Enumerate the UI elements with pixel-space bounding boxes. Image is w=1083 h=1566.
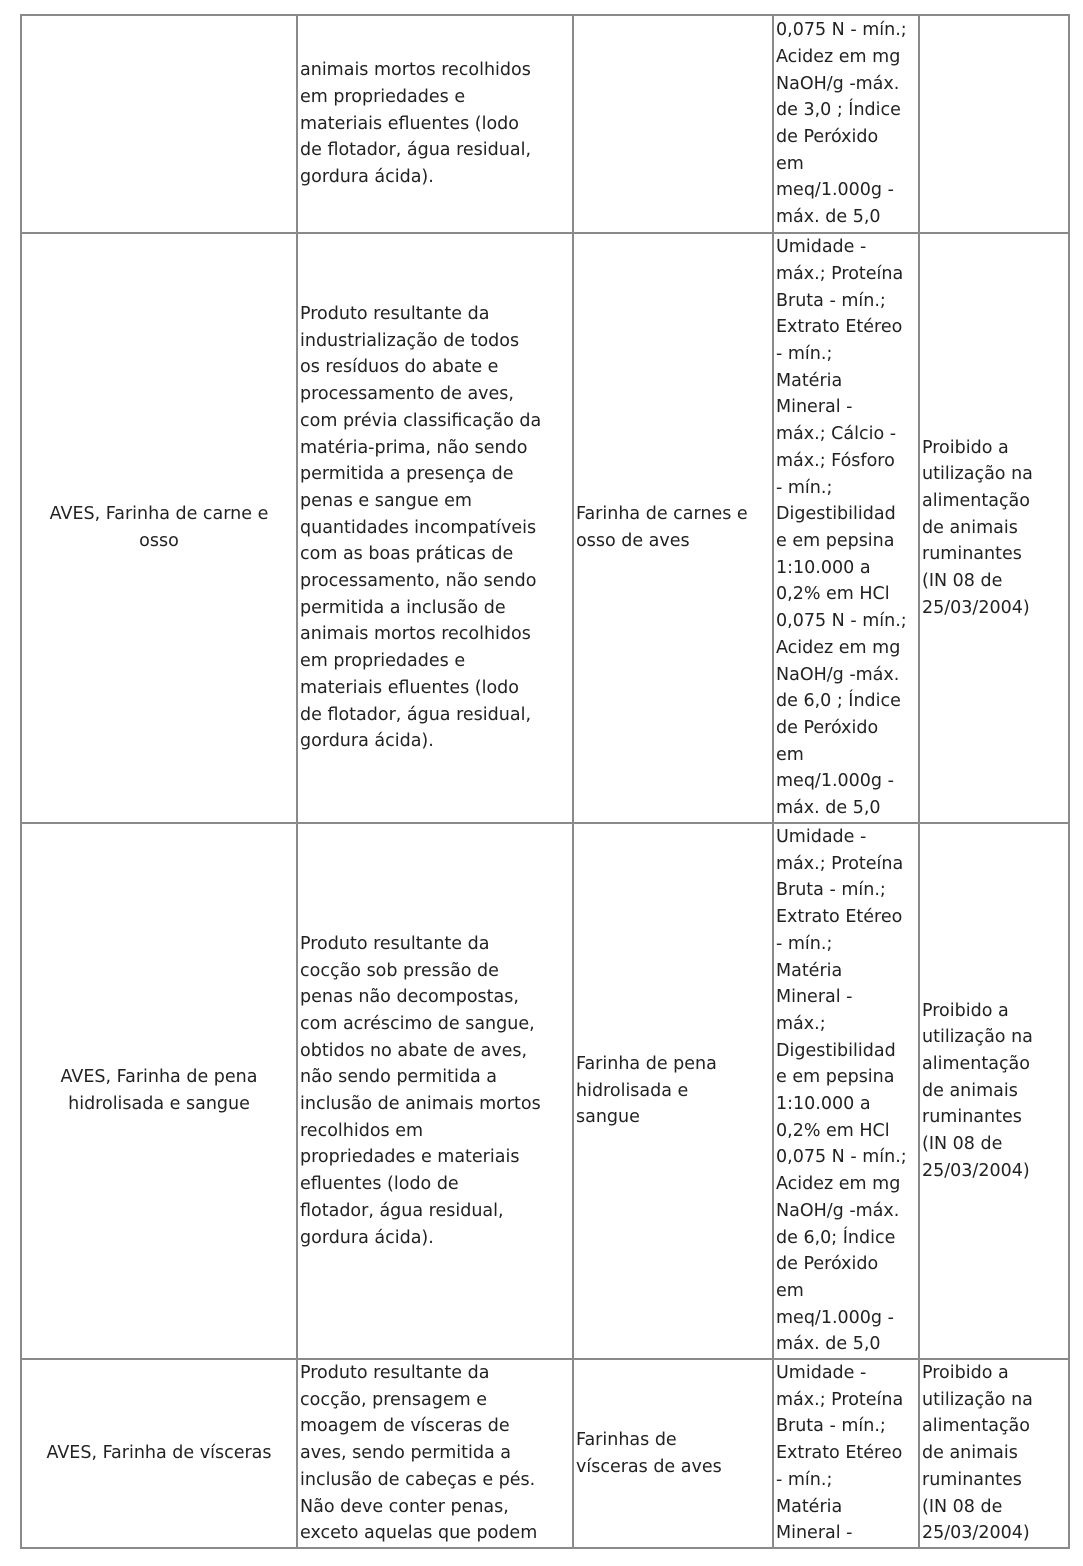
ingredient-cell [21, 233, 297, 823]
text-line: sangue [576, 1107, 640, 1128]
text-line: Bruta - mín.; [776, 1416, 886, 1437]
parameters-cell [773, 823, 919, 1359]
text-line: 25/03/2004) [922, 597, 1030, 618]
restriction-cell [919, 823, 1069, 1359]
text-line: 0,075 N - mín.; [776, 20, 907, 41]
text-line: Bruta - mín.; [776, 290, 886, 311]
text-line: de 3,0 ; Índice [776, 100, 901, 121]
parameters-text [776, 234, 918, 821]
text-line: máx. de 5,0 [776, 207, 881, 228]
text-line: meq/1.000g - [776, 771, 894, 792]
text-line: quantidades incompatíveis [300, 517, 537, 538]
ingredient-name: AVES, Farinha de carne e osso [49, 504, 269, 551]
description-text [300, 57, 572, 191]
table-row [21, 823, 1069, 1359]
description-cell [297, 1359, 573, 1548]
product-name-cell [573, 1359, 773, 1548]
text-line: recolhidos em [300, 1120, 424, 1141]
text-line: Umidade - [776, 237, 867, 258]
text-line: de Peróxido [776, 127, 879, 147]
text-line: Proibido a [922, 437, 1009, 458]
text-line: Mineral - [776, 987, 853, 1008]
text-line: ruminantes [922, 544, 1022, 565]
text-line: 0,2% em HCl [776, 1120, 890, 1141]
text-line: de flotador, água residual, [300, 704, 532, 725]
ingredient-cell [21, 15, 297, 233]
text-line: Acidez em mg [776, 46, 901, 67]
text-line: Umidade - [776, 827, 867, 847]
text-line: processamento de aves, [300, 384, 514, 405]
text-line: máx.; Cálcio - [776, 424, 897, 445]
text-line: Farinha de pena [576, 1053, 717, 1074]
description-cell [297, 233, 573, 823]
text-line: gordura ácida). [300, 167, 434, 188]
text-line: 25/03/2004) [922, 1160, 1030, 1181]
parameters-cell [773, 1359, 919, 1548]
ingredient-cell [21, 823, 297, 1359]
text-line: de animais [922, 517, 1018, 538]
text-line: processamento, não sendo [300, 571, 537, 592]
text-line: máx.; Proteína [776, 1389, 904, 1410]
product-name-text [576, 501, 772, 554]
description-cell [297, 15, 573, 233]
text-line: de 6,0; Índice [776, 1227, 896, 1248]
text-line: permitida a inclusão de [300, 597, 506, 618]
product-name-cell [573, 823, 773, 1359]
product-name-cell [573, 15, 773, 233]
text-line: alimentação [922, 490, 1030, 511]
text-line: meq/1.000g - [776, 1307, 894, 1328]
text-line: em [776, 1280, 804, 1301]
text-line: efluentes (lodo de [300, 1174, 459, 1195]
text-line: Mineral - [776, 397, 853, 418]
text-line: osso de aves [576, 531, 690, 551]
text-line: em propriedades e [300, 651, 466, 672]
text-line: gordura ácida). [300, 731, 434, 752]
restriction-cell [919, 1359, 1069, 1548]
text-line: de Peróxido [776, 717, 879, 738]
parameters-text [776, 1360, 918, 1547]
text-line: materiais efluentes (lodo [300, 113, 519, 134]
text-line: NaOH/g -máx. [776, 664, 900, 685]
text-line: inclusão de animais mortos [300, 1094, 541, 1115]
restriction-text [922, 1360, 1068, 1547]
product-name-cell [573, 233, 773, 823]
text-line: em [776, 153, 804, 174]
text-line: máx.; Proteína [776, 263, 904, 284]
description-cell [297, 823, 573, 1359]
text-line: Matéria [776, 1496, 843, 1517]
text-line: alimentação [922, 1416, 1030, 1437]
restriction-cell [919, 233, 1069, 823]
ingredients-table [20, 14, 1070, 1549]
text-line: com prévia classificação da [300, 410, 542, 431]
product-name-text [576, 1051, 772, 1131]
text-line: hidrolisada e [576, 1080, 689, 1101]
text-line: máx.; Fósforo [776, 450, 895, 471]
text-line: e em pepsina [776, 1067, 895, 1088]
text-line: obtidos no abate de aves, [300, 1040, 528, 1061]
text-line: Proibido a [922, 1363, 1009, 1384]
text-line: exceto aquelas que podem [300, 1523, 538, 1544]
parameters-cell [773, 15, 919, 233]
text-line: cocção sob pressão de [300, 960, 499, 981]
text-line: máx.; [776, 1013, 826, 1034]
text-line: 1:10.000 a [776, 557, 871, 578]
text-line: os resíduos do abate e [300, 357, 499, 378]
text-line: Farinhas de [576, 1429, 677, 1450]
text-line: 0,2% em HCl [776, 584, 890, 605]
text-line: - mín.; [776, 933, 833, 954]
parameters-cell [773, 233, 919, 823]
text-line: Farinha de carnes e [576, 504, 748, 525]
ingredient-cell [21, 1359, 297, 1548]
text-line: NaOH/g -máx. [776, 1200, 900, 1221]
text-line: propriedades e materiais [300, 1147, 520, 1168]
text-line: Digestibilidad [776, 504, 896, 525]
text-line: Produto resultante da [300, 933, 490, 954]
text-line: Digestibilidad [776, 1040, 896, 1061]
text-line: permitida a presença de [300, 464, 514, 485]
text-line: matéria-prima, não sendo [300, 437, 528, 458]
text-line: utilização na [922, 1027, 1033, 1048]
text-line: materiais efluentes (lodo [300, 677, 519, 698]
parameters-text [776, 824, 918, 1358]
text-line: máx.; Proteína [776, 853, 904, 874]
text-line: inclusão de cabeças e pés. [300, 1469, 536, 1490]
text-line: - mín.; [776, 344, 833, 365]
text-line: cocção, prensagem e [300, 1389, 487, 1410]
text-line: Mineral - [776, 1523, 853, 1544]
text-line: ruminantes [922, 1469, 1022, 1490]
text-line: animais mortos recolhidos [300, 60, 531, 81]
description-text [300, 301, 572, 755]
text-line: aves, sendo permitida a [300, 1443, 511, 1464]
text-line: Não deve conter penas, [300, 1496, 509, 1517]
text-line: Acidez em mg [776, 1174, 901, 1195]
text-line: ruminantes [922, 1107, 1022, 1128]
text-line: 25/03/2004) [922, 1523, 1030, 1544]
text-line: alimentação [922, 1053, 1030, 1074]
text-line: de Peróxido [776, 1254, 879, 1275]
text-line: Matéria [776, 370, 843, 391]
restriction-text [922, 435, 1068, 622]
text-line: industrialização de todos [300, 330, 520, 351]
description-text [300, 1360, 572, 1547]
text-line: Extrato Etéreo [776, 317, 903, 338]
text-line: moagem de vísceras de [300, 1416, 510, 1437]
text-line: Matéria [776, 960, 843, 981]
table-row [21, 1359, 1069, 1548]
table-row [21, 233, 1069, 823]
text-line: Bruta - mín.; [776, 880, 886, 901]
text-line: - mín.; [776, 1469, 833, 1490]
text-line: 0,075 N - mín.; [776, 611, 907, 632]
text-line: em [776, 744, 804, 765]
text-line: Produto resultante da [300, 1363, 490, 1384]
text-line: - mín.; [776, 477, 833, 498]
text-line: em propriedades e [300, 86, 466, 107]
text-line: (IN 08 de [922, 1134, 1003, 1155]
text-line: animais mortos recolhidos [300, 624, 531, 645]
text-line: Extrato Etéreo [776, 1443, 903, 1464]
table-row [21, 15, 1069, 233]
restriction-cell [919, 15, 1069, 233]
text-line: utilização na [922, 1389, 1033, 1410]
text-line: Acidez em mg [776, 637, 901, 658]
text-line: flotador, água residual, [300, 1200, 504, 1221]
text-line: máx. de 5,0 [776, 1334, 881, 1355]
text-line: de animais [922, 1080, 1018, 1101]
text-line: não sendo permitida a [300, 1067, 497, 1088]
text-line: de animais [922, 1443, 1018, 1464]
text-line: de flotador, água residual, [300, 140, 532, 161]
text-line: vísceras de aves [576, 1456, 722, 1477]
ingredient-name: AVES, Farinha de vísceras [46, 1443, 272, 1464]
text-line: meq/1.000g - [776, 180, 894, 201]
text-line: Produto resultante da [300, 304, 490, 325]
text-line: NaOH/g -máx. [776, 73, 900, 94]
text-line: de 6,0 ; Índice [776, 691, 901, 712]
text-line: penas e sangue em [300, 490, 472, 511]
parameters-text [776, 17, 918, 231]
text-line: máx. de 5,0 [776, 798, 881, 819]
text-line: com acréscimo de sangue, [300, 1013, 535, 1034]
text-line: gordura ácida). [300, 1227, 434, 1248]
text-line: (IN 08 de [922, 571, 1003, 592]
text-line: Umidade - [776, 1363, 867, 1384]
text-line: 1:10.000 a [776, 1094, 871, 1115]
ingredient-name: AVES, Farinha de pena hidrolisada e sangue [60, 1067, 258, 1115]
text-line: Proibido a [922, 1000, 1009, 1021]
text-line: e em pepsina [776, 531, 895, 551]
description-text [300, 931, 572, 1251]
text-line: 0,075 N - mín.; [776, 1147, 907, 1168]
text-line: penas não decompostas, [300, 987, 519, 1008]
text-line: (IN 08 de [922, 1496, 1003, 1517]
text-line: com as boas práticas de [300, 544, 514, 565]
product-name-text [576, 1427, 772, 1480]
text-line: utilização na [922, 464, 1033, 485]
restriction-text [922, 998, 1068, 1185]
text-line: Extrato Etéreo [776, 907, 903, 928]
